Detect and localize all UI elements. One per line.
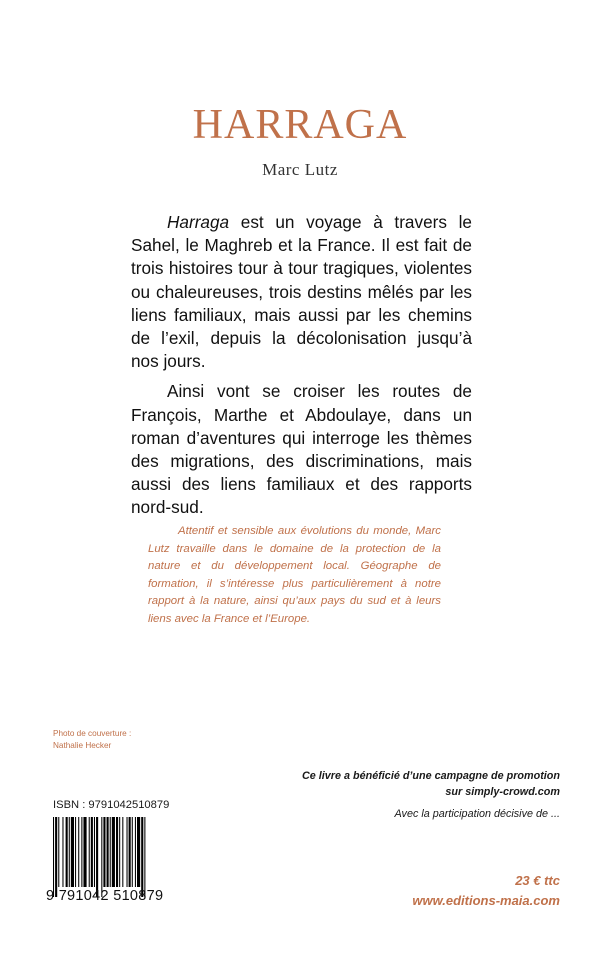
synopsis-paragraph-1 [131, 211, 472, 373]
barcode-bar [119, 817, 120, 887]
promotion-line-1: Ce livre a bénéficié d’une campagne de promotion [302, 770, 560, 782]
barcode-bar [91, 817, 93, 887]
barcode-bar [62, 817, 63, 887]
barcode-bar [103, 817, 105, 887]
barcode-bar [55, 817, 57, 897]
book-title: HARRAGA [192, 102, 408, 148]
photo-credit [53, 728, 131, 752]
price: 23 € ttc [515, 873, 560, 888]
barcode-bar [53, 817, 54, 897]
author-bio: Attentif et sensible aux évolutions du monde, Marc Lutz travaille dans le domaine de la protection de la nature et du développement local. Géographe de formation, il s’intéresse plus particulièrement à notre rapport à la nature, ainsi qu’aux pays du sud et à leurs liens avec la France et l’Europe. [148, 525, 441, 625]
barcode-bar [144, 817, 145, 897]
barcode-bar [81, 817, 82, 887]
barcode-bar [75, 817, 76, 887]
barcode-bar [141, 817, 143, 897]
photo-credit-label: Photo de couverture : [53, 729, 132, 738]
barcode-bar [135, 817, 136, 887]
barcode-bar [66, 817, 68, 887]
barcode-bar [129, 817, 131, 887]
barcode-bar [107, 817, 109, 887]
participation-note: Avec la participation décisive de ... [394, 808, 560, 820]
barcode-bar [94, 817, 95, 887]
barcode-bar [112, 817, 115, 887]
barcode-bar [58, 817, 59, 887]
barcode-bar [96, 817, 98, 897]
isbn-label: ISBN : 9791042510879 [53, 799, 170, 811]
barcode-bar [127, 817, 128, 887]
barcode-bar [122, 817, 123, 887]
barcode-bar [132, 817, 133, 887]
author-name: Marc Lutz [262, 160, 338, 179]
barcode-bar [83, 817, 86, 887]
barcode-bar [116, 817, 118, 887]
synopsis-paragraph-2: Ainsi vont se croiser les routes de François, Marthe et Abdoulaye, dans un roman d’aventures qui interroge les thèmes des migrations, des discriminations, mais aussi des liens familiaux et des rapports nord-sud. [131, 381, 472, 518]
synopsis-title-ref: Harraga [167, 212, 230, 232]
barcode-bar [69, 817, 70, 887]
photo-credit-name: Nathalie Hecker [53, 741, 112, 750]
barcode-bar [101, 817, 102, 897]
barcode-digits: 9 791042 510879 [46, 888, 164, 904]
promotion-line-2: sur simply-crowd.com [445, 786, 560, 798]
barcode-bar [110, 817, 111, 887]
synopsis [131, 211, 472, 527]
barcode-bar [78, 817, 79, 887]
barcode-bar [89, 817, 90, 887]
barcode-bar [71, 817, 74, 887]
synopsis-paragraph-1-text: est un voyage à travers le Sahel, le Maghreb et la France. Il est fait de trois histoires tour à tour tragiques, violentes ou chaleureuses, trois destins mêlés par les liens familiaux, mais aussi par les chemins de l’exil, depuis la décolonisation jusqu’à nos jours. [131, 212, 472, 372]
publisher-website: www.editions-maia.com [412, 893, 560, 908]
promotion-note [240, 768, 560, 800]
barcode-bar [137, 817, 140, 887]
